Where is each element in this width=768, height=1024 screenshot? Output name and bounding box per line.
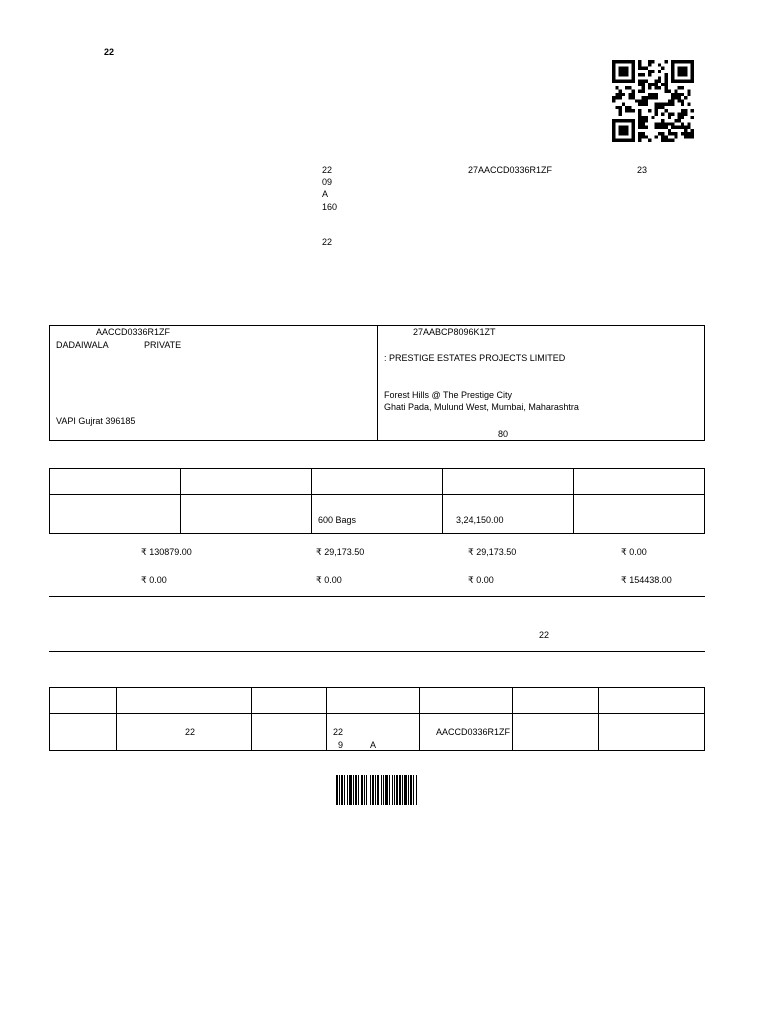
- amount-taxable: ₹ 130879.00: [141, 547, 192, 557]
- detail-right-number: 23: [637, 165, 648, 175]
- transport-col-divider: [251, 687, 252, 751]
- recipient-address-line1: Forest Hills @ The Prestige City: [384, 390, 513, 400]
- goods-quantity: 600 Bags: [318, 515, 357, 525]
- detail-line-4: 160: [322, 202, 338, 212]
- amount-cgst: ₹ 29,173.50: [316, 547, 365, 557]
- supplier-name-part2: PRIVATE: [144, 340, 182, 350]
- parties-divider: [377, 325, 378, 441]
- goods-col-divider: [311, 468, 312, 534]
- amount-sgst: ₹ 29,173.50: [468, 547, 517, 557]
- qr-code-icon: [612, 60, 694, 142]
- detail-line-5: 22: [322, 237, 333, 247]
- transport-col-divider: [512, 687, 513, 751]
- goods-col-divider: [573, 468, 574, 534]
- transport-col-divider: [419, 687, 420, 751]
- transport-cell-4-line2b: A: [370, 740, 377, 750]
- goods-col-divider: [442, 468, 443, 534]
- detail-line-3: A: [322, 189, 329, 199]
- goods-taxable-value: 3,24,150.00: [456, 515, 504, 525]
- header-number: 22: [104, 47, 115, 57]
- supplier-id: AACCD0336R1ZF: [96, 327, 171, 337]
- mid-note: 22: [539, 630, 550, 640]
- amount-igst: ₹ 0.00: [621, 547, 647, 557]
- transport-col-divider: [326, 687, 327, 751]
- goods-table: [49, 468, 705, 534]
- amount-cess-non-advol: ₹ 0.00: [316, 575, 342, 585]
- amount-total: ₹ 154438.00: [621, 575, 672, 585]
- supplier-address: VAPI Gujrat 396185: [56, 416, 136, 426]
- transport-cell-2: 22: [185, 727, 196, 737]
- supplier-name-part1: DADAIWALA: [56, 340, 109, 350]
- transport-col-divider: [116, 687, 117, 751]
- recipient-name: : PRESTIGE ESTATES PROJECTS LIMITED: [384, 353, 566, 363]
- section-divider: [49, 651, 705, 652]
- amount-cess: ₹ 0.00: [141, 575, 167, 585]
- section-divider: [49, 596, 705, 597]
- recipient-gstin: 27AABCP8096K1ZT: [413, 327, 496, 337]
- transport-table-header-line: [49, 713, 705, 714]
- transport-cell-5: AACCD0336R1ZF: [436, 727, 511, 737]
- recipient-number: 80: [498, 429, 509, 439]
- goods-table-header-line: [49, 494, 705, 495]
- transport-cell-4-line1: 22: [333, 727, 344, 737]
- detail-line-1: 22: [322, 165, 333, 175]
- transport-table: [49, 687, 705, 751]
- recipient-address-line2: Ghati Pada, Mulund West, Mumbai, Maharashtra: [384, 402, 579, 412]
- detail-line-2: 09: [322, 177, 333, 187]
- goods-col-divider: [180, 468, 181, 534]
- transport-col-divider: [598, 687, 599, 751]
- detail-gstin: 27AACCD0336R1ZF: [468, 165, 553, 175]
- transport-cell-4-line2a: 9: [338, 740, 344, 750]
- amount-other: ₹ 0.00: [468, 575, 494, 585]
- barcode-icon: [336, 775, 433, 805]
